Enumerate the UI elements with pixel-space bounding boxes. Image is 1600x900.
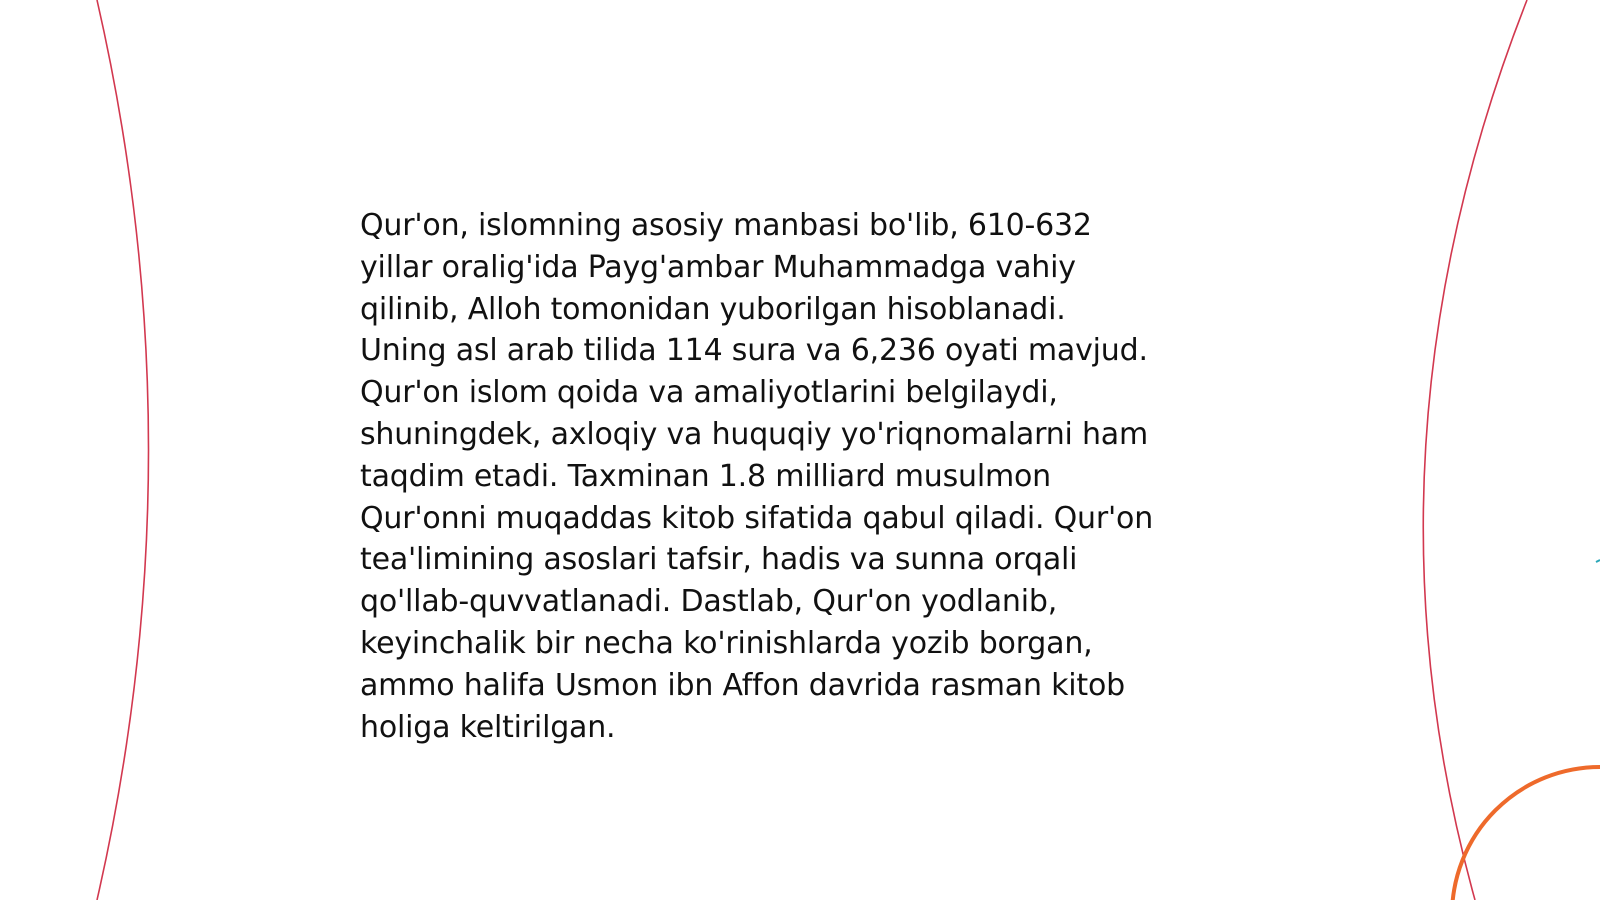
left-arc-line xyxy=(97,0,149,900)
body-paragraph: Qur'on, islomning asosiy manbasi bo'lib, 610-632 yillar oralig'ida Payg'ambar Muhammadga vahiy qilinib, Alloh tomonidan yuborilgan hisoblanadi. Uning asl arab tilida 114 sura va 6,236 oyati mavjud. Qur'on islom qoida va amaliyotlarini belgilaydi, shuningdek, axloqiy va huquqiy yo'riqnomalarni ham taqdim etadi. Taxminan 1.8 milliard musulmon Qur'onni muqaddas kitob sifatida qabul qiladi. Qur'on tea'limining asoslari tafsir, hadis va sunna orqali qo'llab-quvvatlanadi. Dastlab, Qur'on yodlanib, keyinchalik bir necha ko'rinishlarda yozib borgan, ammo halifa Usmon ibn Affon davrida rasman kitob holiga keltirilgan. xyxy=(360,208,1154,745)
orange-circle-outline xyxy=(1452,767,1600,900)
teal-accent-mark xyxy=(1596,560,1600,562)
right-arc-line xyxy=(1423,0,1527,900)
